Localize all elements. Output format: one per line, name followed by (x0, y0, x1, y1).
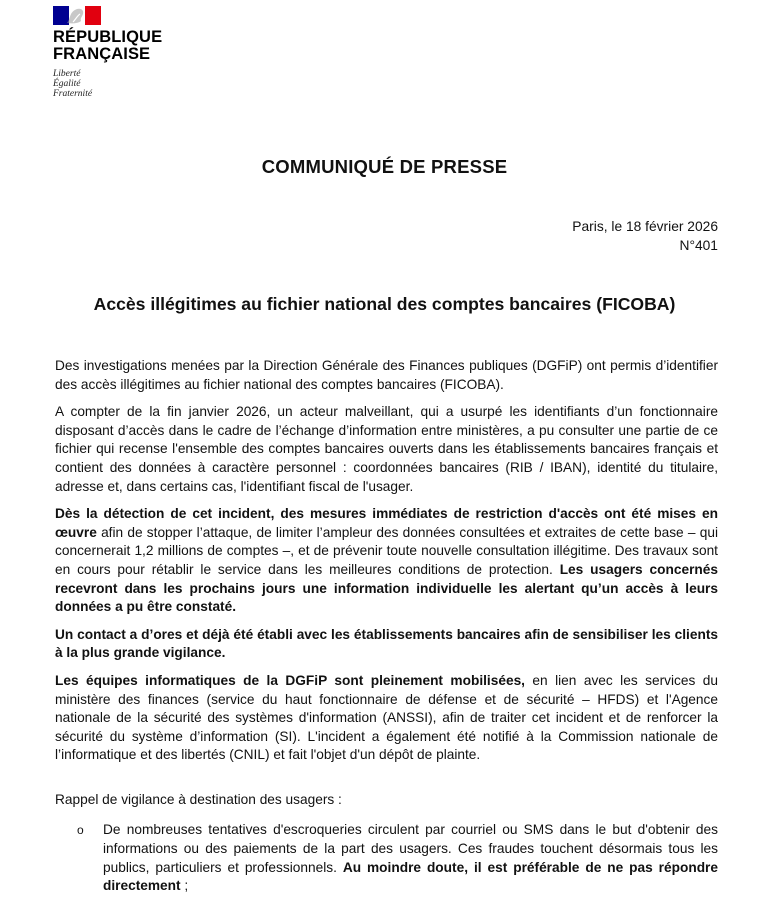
paragraph-5 (55, 672, 718, 765)
bullet-circle-icon: o (77, 823, 84, 838)
release-date: Paris, le 18 février 2026 (572, 219, 718, 234)
paragraph-4-bold: Un contact a d’ores et déjà été établi avec les établissements bancaires afin de sensibiliser les clients à la plus grande vigilance. (55, 626, 718, 661)
bullet-bold-text: Au moindre doute, il est préférable de ne pas répondre directement (103, 859, 718, 894)
vigilance-heading: Rappel de vigilance à destination des usagers : (55, 791, 342, 807)
paragraph-1: Des investigations menées par la Direction Générale des Finances publiques (DGFiP) ont permis d’identifier des accès illégitimes au fichier national des comptes bancaires (FICOBA). (55, 358, 718, 392)
paragraph-4 (55, 626, 718, 663)
paragraph-3-bold-lead: Dès la détection de cet incident, des mesures immédiates de restriction d'accès ont été mises en œuvre (55, 506, 718, 540)
bullet-text: De nombreuses tentatives d'escroqueries circulent par courriel ou SMS dans le but d'obtenir des informations ou des paiements de la part des usagers. Ces fraudes touchent désormais tous les publics, particuliers et professionnels. (103, 822, 718, 875)
press-release-body (55, 357, 718, 896)
paragraph-5-bold-lead: Les équipes informatiques de la DGFiP sont pleinement mobilisées, (55, 672, 525, 688)
vigilance-list (55, 821, 718, 895)
bullet-tail: ; (180, 878, 189, 894)
list-item (55, 821, 718, 895)
marianne-flag-icon (53, 6, 101, 25)
logo-line-1: RÉPUBLIQUE (53, 28, 163, 46)
press-release-label: COMMUNIQUÉ DE PRESSE (261, 156, 508, 177)
motto-liberte: Liberté (53, 69, 81, 79)
date-block (572, 217, 718, 255)
logo-line-2: FRANÇAISE (53, 45, 151, 63)
page-title: Accès illégitimes au fichier national des comptes bancaires (FICOBA) (93, 294, 676, 314)
release-number: N°401 (679, 238, 718, 253)
paragraph-3-text: afin de stopper l’attaque, de limiter l’ampleur des données consultées et extraites de cette base – qui concernerait 1,2 millions de comptes –, et de prévenir toute nouvelle consultation illégitime. Des travaux sont en cours pour rétablir le service dans les meilleures conditions de protection. (55, 524, 718, 577)
paragraph-3 (55, 505, 718, 617)
motto-egalite: Égalité (53, 79, 81, 89)
paragraph-5-text: en lien avec les services du ministère des finances (service du haut fonctionnaire de défense et de sécurité – HFDS) et l'Agence nationale de la sécurité des systèmes d'information (ANSSI), afin de traiter cet incident et de renforcer la sécurité du système d’information (SI). L'incident a également été notifié à la Commission nationale de l’informatique et des libertés (CNIL) et fait l'objet d'un dépôt de plainte. (55, 672, 718, 763)
republique-francaise-logo (53, 6, 193, 99)
motto-fraternite: Fraternité (53, 89, 93, 99)
paragraph-2: A compter de la fin janvier 2026, un acteur malveillant, qui a usurpé les identifiants d’un fonctionnaire disposant d’accès dans le cadre de l’échange d’information entre ministères, a pu consulter une partie de ce fichier qui recense l'ensemble des comptes bancaires ouverts dans les établissements bancaires français et contient des données à caractère personnel : coordonnées bancaires (RIB / IBAN), identité du titulaire, adresse et, dans certains cas, l'identifiant fiscal de l'usager. (55, 404, 718, 494)
paragraph-3-bold-tail: Les usagers concernés recevront dans les prochains jours une information individuelle les alertant qu’un accès à leurs données a pu être constaté. (55, 561, 718, 615)
